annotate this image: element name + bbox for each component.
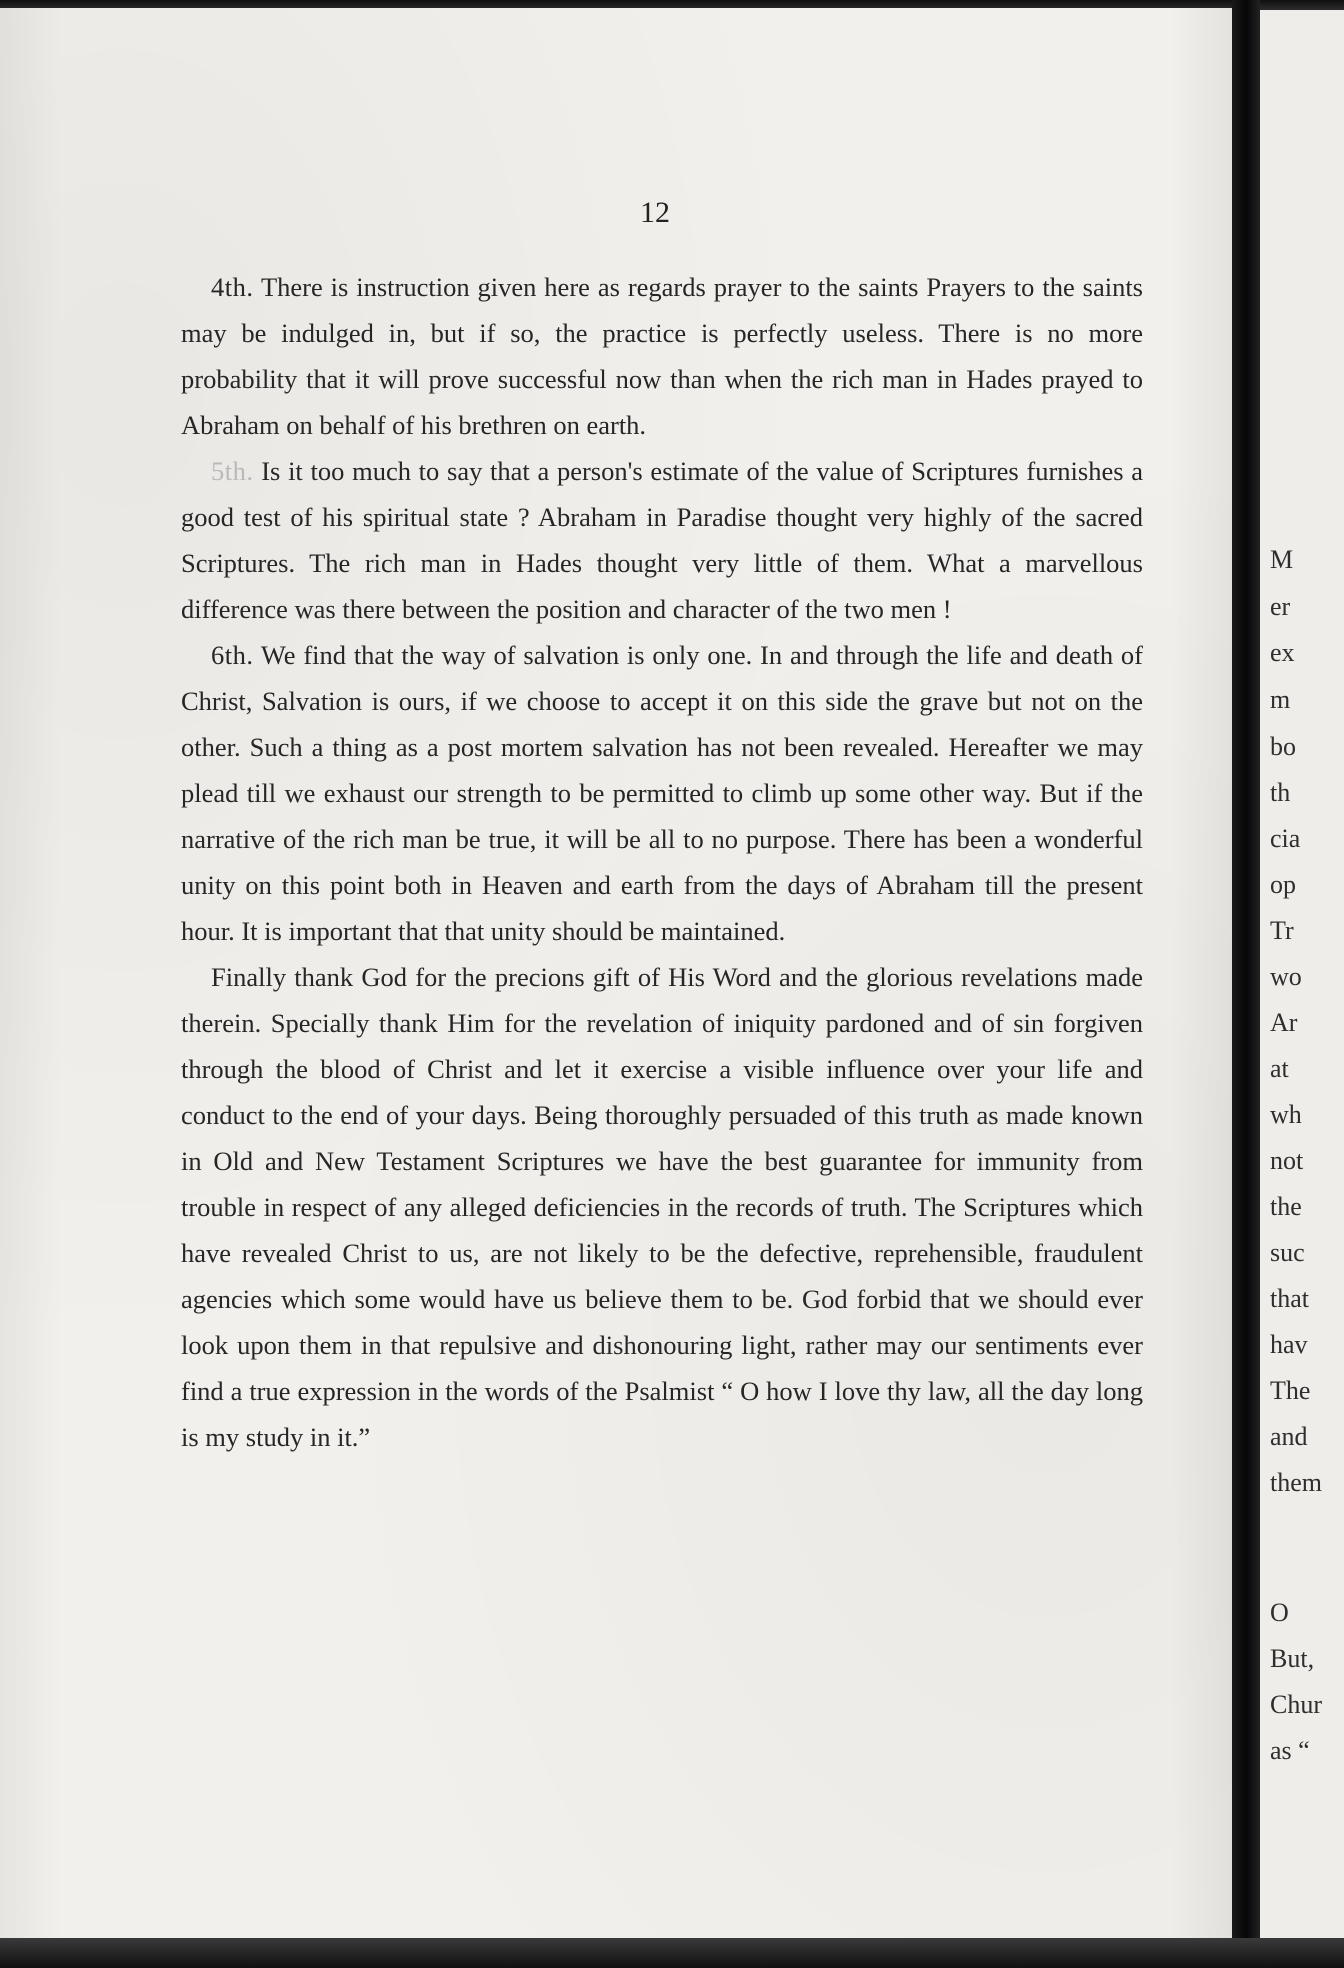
paragraph-4th [181, 264, 1143, 448]
facing-page-fragment: wo [1270, 962, 1302, 991]
facing-page-fragment: th [1270, 778, 1291, 807]
paragraph-lead: 5th. [211, 456, 254, 486]
facing-page-fragment: op [1270, 870, 1296, 899]
facing-page-fragment: Chur [1270, 1690, 1322, 1719]
facing-page-fragment: that [1270, 1284, 1309, 1313]
facing-page-fragment: cia [1270, 824, 1301, 853]
facing-page-fragment: not [1270, 1146, 1304, 1175]
paragraph-lead: 6th. [211, 640, 254, 670]
facing-page-fragment: suc [1270, 1238, 1305, 1267]
facing-page-fragment: er [1270, 592, 1291, 621]
facing-page-fragment: and [1270, 1422, 1308, 1451]
facing-page-fragment: But, [1270, 1644, 1315, 1673]
facing-page-fragment: M [1270, 545, 1294, 574]
facing-page-fragment: as “ [1270, 1736, 1310, 1765]
facing-page-fragment: hav [1270, 1330, 1308, 1359]
paragraph-text: There is instruction given here as regards prayer to the saints Prayers to the saints may be indulged in, but if so, the practice is perfectly useless. There is no more probability that it will prove successful now than when the rich man in Hades prayed to Abraham on behalf of his brethren on earth. [181, 272, 1143, 440]
page-body [181, 264, 1143, 1460]
facing-page-fragment: ex [1270, 638, 1295, 667]
facing-page-fragment: bo [1270, 732, 1296, 761]
page-number: 12 [640, 196, 670, 229]
paragraph-text: Finally thank God for the precions gift of His Word and the glorious revelations made therein. Specially thank Him for the revelation of iniquity pardoned and of sin forgiven through the blood of Christ and let it exercise a visible influence over your life and conduct to the end of your days. Being thoroughly persuaded of this truth as made known in Old and New Testament Scriptures we have the best guarantee for immunity from trouble in respect of any alleged deficiencies in the records of truth. The Scriptures which have revealed Christ to us, are not likely to be the defective, reprehensible, fraudulent agencies which some would have us believe them to be. God forbid that we should ever look upon them in that repulsive and dishonouring light, rather may our sentiments ever find a true expression in the words of the Psalmist “ O how I love thy law, all the day long is my study in it.” [181, 962, 1143, 1452]
facing-page-fragment: them [1270, 1468, 1322, 1497]
facing-page-fragment: at [1270, 1054, 1289, 1083]
facing-page-fragment: Tr [1270, 916, 1294, 945]
facing-page-fragment: wh [1270, 1100, 1302, 1129]
paragraph-5th [181, 448, 1143, 632]
scan-bottom-edge [0, 1938, 1344, 1968]
facing-page-fragment: The [1270, 1376, 1311, 1405]
facing-page-fragment: O [1270, 1598, 1289, 1627]
paragraph-finally [181, 954, 1143, 1460]
facing-page-fragment: m [1270, 685, 1291, 714]
paragraph-text: Is it too much to say that a person's estimate of the value of Scriptures furnishes a good test of his spiritual state ? Abraham in Paradise thought very highly of the sacred Scriptures. The rich man in Hades thought very little of them. What a marvellous difference was there between the position and character of the two men ! [181, 456, 1144, 624]
left-page [0, 8, 1232, 1940]
facing-page-fragment: the [1270, 1192, 1302, 1221]
facing-page-fragment: Ar [1270, 1008, 1298, 1037]
paragraph-lead: 4th. [211, 272, 254, 302]
paragraph-text: We find that the way of salvation is only one. In and through the life and death of Christ, Salvation is ours, if we choose to accept it on this side the grave but not on the other. Such a thing as a post mortem salvation has not been revealed. Hereafter we may plead till we exhaust our strength to be permitted to climb up some other way. But if the narrative of the rich man be true, it will be all to no purpose. There has been a wonderful unity on this point both in Heaven and earth from the days of Abraham till the present hour. It is important that that unity should be maintained. [181, 640, 1143, 946]
facing-page-edge [1260, 10, 1344, 1940]
book-gutter [1232, 0, 1260, 1968]
paragraph-6th [181, 632, 1143, 954]
